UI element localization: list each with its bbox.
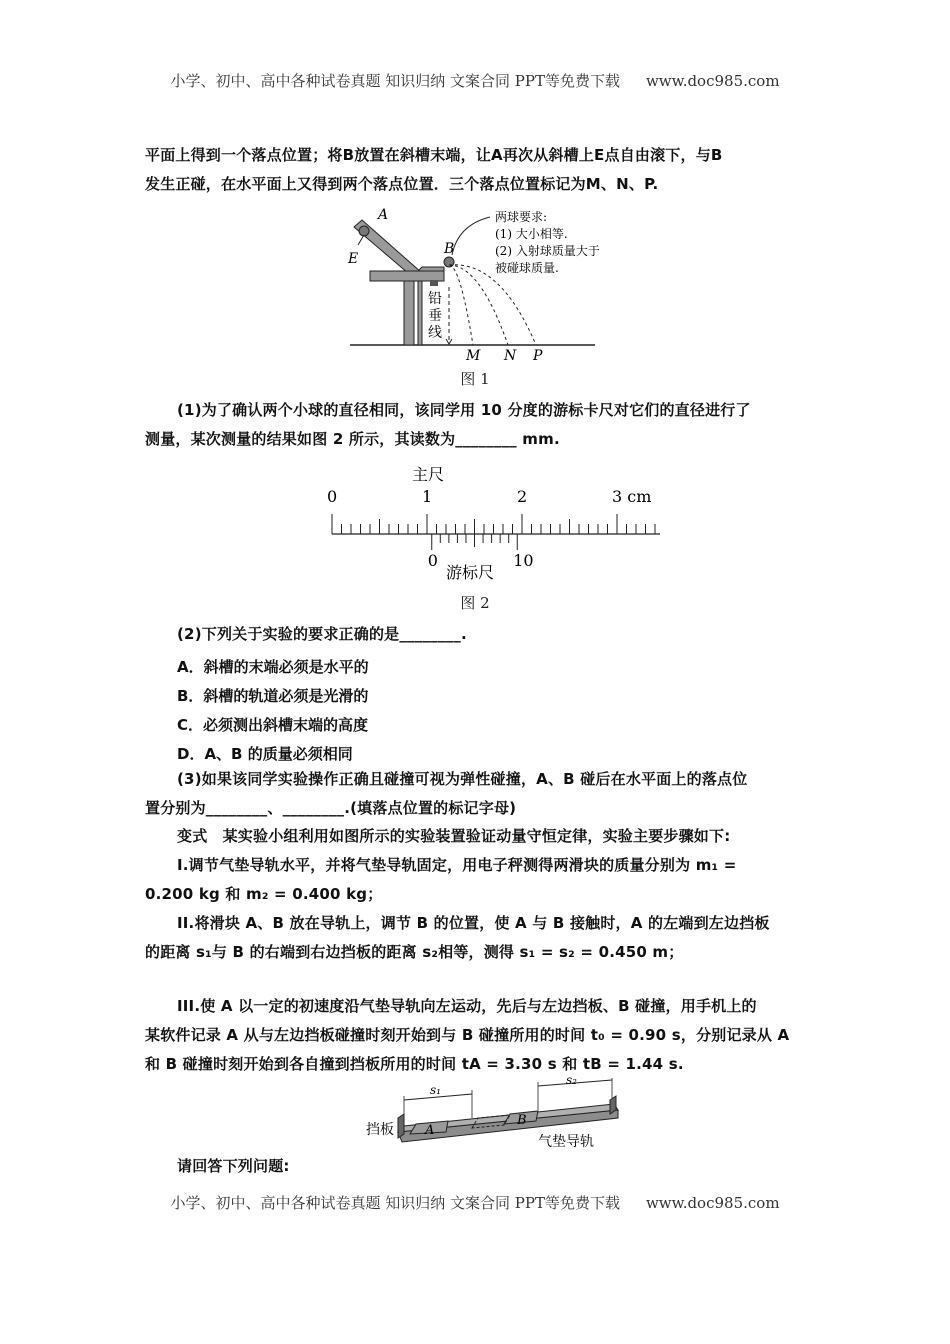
closing-line xyxy=(145,1152,815,1181)
question-1 xyxy=(145,396,815,454)
figure-1-apparatus xyxy=(340,205,630,365)
question-3 xyxy=(145,765,815,823)
closing-text: 请回答下列问题: xyxy=(177,1157,290,1175)
vernier-scale-label: 0 xyxy=(427,551,438,570)
q2-option-c: C．必须测出斜槽末端的高度 xyxy=(177,716,369,734)
variant-step-3 xyxy=(145,992,815,1079)
fig1-note-2: (1) 大小相等. xyxy=(495,227,568,241)
variant-step3-line-3: 和 B 碰撞时刻开始到各自撞到挡板所用的时间 tA = 3.30 s 和 tB = 1.44 s. xyxy=(145,1055,684,1073)
question-2-stem xyxy=(145,620,815,649)
fig2-vernier-label: 游标尺 xyxy=(446,563,495,582)
q2-option-d: D．A、B 的质量必须相同 xyxy=(177,745,353,763)
variant-step1-line-2: 0.200 kg 和 m₂ = 0.400 kg； xyxy=(145,885,383,903)
main-scale-label: 1 xyxy=(422,487,433,506)
variant-step2-line-1: II.将滑块 A、B 放在导轨上，调节 B 的位置，使 A 与 B 接触时，A 的左端到左边挡板 xyxy=(177,914,770,932)
variant-step3-line-1: III.使 A 以一定的初速度沿气垫导轨向左运动，先后与左边挡板、B 碰撞，用手机上的 xyxy=(177,997,757,1015)
fig3-label-s1: s₁ xyxy=(430,1083,441,1097)
fig1-label-a: A xyxy=(378,207,389,223)
header-url: www.doc985.com xyxy=(645,72,780,90)
figure-2-vernier xyxy=(320,460,665,590)
intro-paragraph xyxy=(145,141,815,199)
fig3-label-track: 气垫导轨 xyxy=(538,1134,594,1150)
q1-line-1: (1)为了确认两个小球的直径相同，该同学用 10 分度的游标卡尺对它们的直径进行了 xyxy=(177,401,751,419)
fig1-plumb-1: 铅 xyxy=(428,291,442,307)
intro-line-1: 平面上得到一个落点位置；将B放置在斜槽末端，让A再次从斜槽上E点自由滚下，与B xyxy=(145,146,723,164)
page-footer xyxy=(0,1192,950,1213)
variant-step1-line-1: I.调节气垫导轨水平，并将气垫导轨固定，用电子秤测得两滑块的质量分别为 m₁ = xyxy=(177,856,737,874)
vernier-scale-label: 10 xyxy=(513,551,534,570)
q2-option-a: A．斜槽的末端必须是水平的 xyxy=(177,658,369,676)
variant-step-1 xyxy=(145,851,815,909)
fig3-label-a: A xyxy=(425,1123,435,1138)
variant-intro xyxy=(145,822,815,851)
fig1-label-m: M xyxy=(466,348,481,364)
footer-text: 小学、初中、高中各种试卷真题 知识归纳 文案合同 PPT等免费下载 xyxy=(170,1194,620,1212)
fig1-label-n: N xyxy=(504,348,517,364)
page-header xyxy=(0,70,950,91)
fig1-plumb-2: 垂 xyxy=(428,308,442,324)
figure-3-air-track xyxy=(362,1076,624,1154)
fig2-main-label: 主尺 xyxy=(412,465,445,484)
fig3-label-s2: s₂ xyxy=(566,1076,577,1087)
q3-line-1: (3)如果该同学实验操作正确且碰撞可视为弹性碰撞，A、B 碰后在水平面上的落点位 xyxy=(177,770,748,788)
variant-step3-line-2: 某软件记录 A 从与左边挡板碰撞时刻开始到与 B 碰撞所用的时间 t₀ = 0.90 s，分别记录从 A xyxy=(145,1026,790,1044)
figure-2-caption: 图 2 xyxy=(460,594,490,612)
fig1-note-1: 两球要求: xyxy=(495,210,548,224)
fig1-note-3: (2) 入射球质量大于 xyxy=(495,244,600,258)
fig3-label-baffle: 挡板 xyxy=(366,1122,394,1138)
footer-url: www.doc985.com xyxy=(645,1194,780,1212)
q1-line-2: 测量，某次测量的结果如图 2 所示，其读数为________ mm. xyxy=(145,430,560,448)
variant-step-2 xyxy=(145,909,815,967)
fig1-label-b: B xyxy=(444,241,455,257)
main-scale-label: 2 xyxy=(517,487,528,506)
variant-intro-text: 变式 某实验小组利用如图所示的实验装置验证动量守恒定律，实验主要步骤如下: xyxy=(177,827,731,845)
q2-option-b: B．斜槽的轨道必须是光滑的 xyxy=(177,687,369,705)
fig3-label-b: B xyxy=(517,1113,527,1128)
fig1-note-4: 被碰球质量. xyxy=(495,261,559,275)
main-scale-label: 3 cm xyxy=(612,487,652,506)
main-scale-label: 0 xyxy=(327,487,338,506)
variant-step2-line-2: 的距离 s₁与 B 的右端到右边挡板的距离 s₂相等，测得 s₁ = s₂ = 0.450 m； xyxy=(145,943,684,961)
q2-stem: (2)下列关于实验的要求正确的是________. xyxy=(177,625,467,643)
figure-1-caption: 图 1 xyxy=(460,370,490,388)
intro-line-2: 发生正碰，在水平面上又得到两个落点位置．三个落点位置标记为M、N、P. xyxy=(145,175,659,193)
q3-line-2: 置分别为________、________.(填落点位置的标记字母) xyxy=(145,799,517,817)
fig1-plumb-3: 线 xyxy=(428,325,442,341)
fig1-label-e: E xyxy=(348,251,359,267)
header-text: 小学、初中、高中各种试卷真题 知识归纳 文案合同 PPT等免费下载 xyxy=(170,72,620,90)
fig1-label-p: P xyxy=(533,348,543,364)
